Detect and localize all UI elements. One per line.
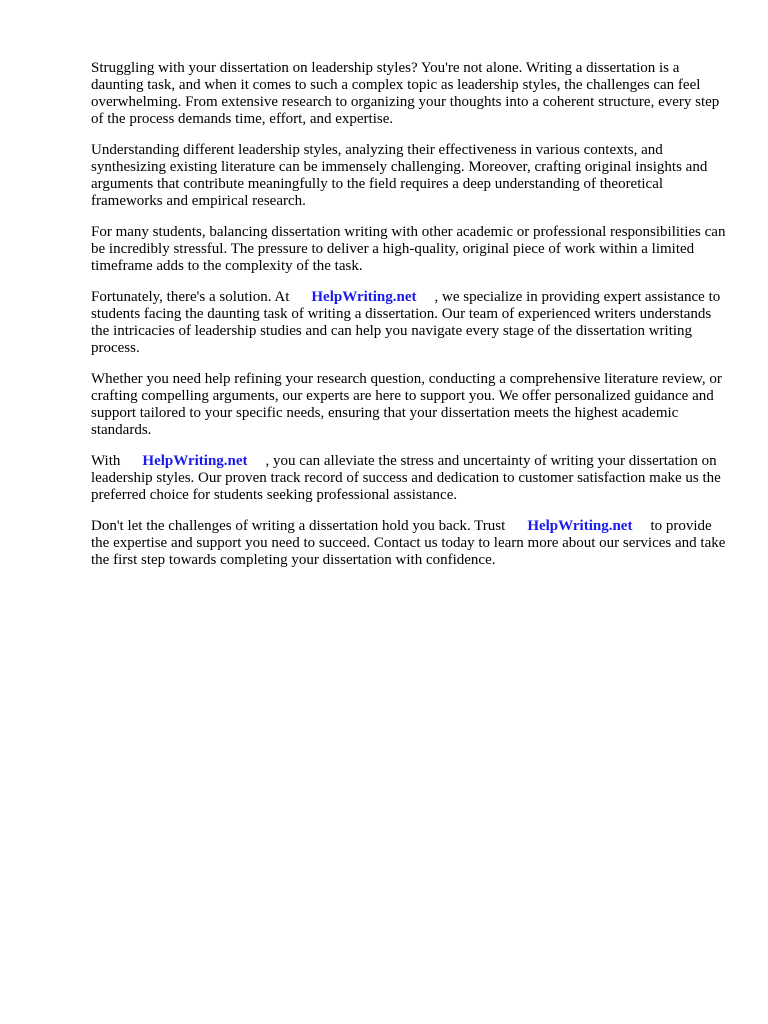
paragraph-6-text-before: With [91, 453, 121, 469]
paragraph-6 [91, 453, 731, 504]
paragraph-4 [91, 289, 731, 357]
helpwriting-link[interactable]: HelpWriting.net [142, 453, 248, 469]
paragraph-5: Whether you need help refining your research question, conducting a comprehensive literature review, or crafting compelling arguments, our experts are here to support you. We offer personalized guidance and support tailored to your specific needs, ensuring that your dissertation meets the highest academic standards. [91, 371, 722, 438]
paragraph-4-text-before: Fortunately, there's a solution. At [91, 289, 290, 305]
helpwriting-link[interactable]: HelpWriting.net [527, 518, 633, 534]
document-body [91, 60, 731, 583]
paragraph-7-text-after: to provide the expertise and support you need to succeed. Contact us today to learn more about our services and take the first step towards completing your dissertation with confidence. [91, 518, 726, 568]
helpwriting-link[interactable]: HelpWriting.net [311, 289, 417, 305]
paragraph-7-text-before: Don't let the challenges of writing a dissertation hold you back. Trust [91, 518, 506, 534]
paragraph-4-text-after: , we specialize in providing expert assistance to students facing the daunting task of writing a dissertation. Our team of experienced writers understands the intricacies of leadership studies and can help you navigate every stage of the dissertation writing process. [91, 289, 721, 356]
paragraph-2: Understanding different leadership styles, analyzing their effectiveness in various contexts, and synthesizing existing literature can be immensely challenging. Moreover, crafting original insights and arguments that contribute meaningfully to the field requires a deep understanding of theoretical frameworks and empirical research. [91, 142, 708, 209]
paragraph-1: Struggling with your dissertation on leadership styles? You're not alone. Writing a dissertation is a daunting task, and when it comes to such a complex topic as leadership styles, the challenges can feel overwhelming. From extensive research to organizing your thoughts into a coherent structure, every step of the process demands time, effort, and expertise. [91, 60, 720, 127]
paragraph-6-text-after: , you can alleviate the stress and uncertainty of writing your dissertation on leadership styles. Our proven track record of success and dedication to customer satisfaction make us the preferred choice for students seeking professional assistance. [91, 453, 721, 503]
paragraph-3: For many students, balancing dissertation writing with other academic or professional responsibilities can be incredibly stressful. The pressure to deliver a high-quality, original piece of work within a limited timeframe adds to the complexity of the task. [91, 224, 726, 274]
paragraph-7 [91, 518, 731, 569]
